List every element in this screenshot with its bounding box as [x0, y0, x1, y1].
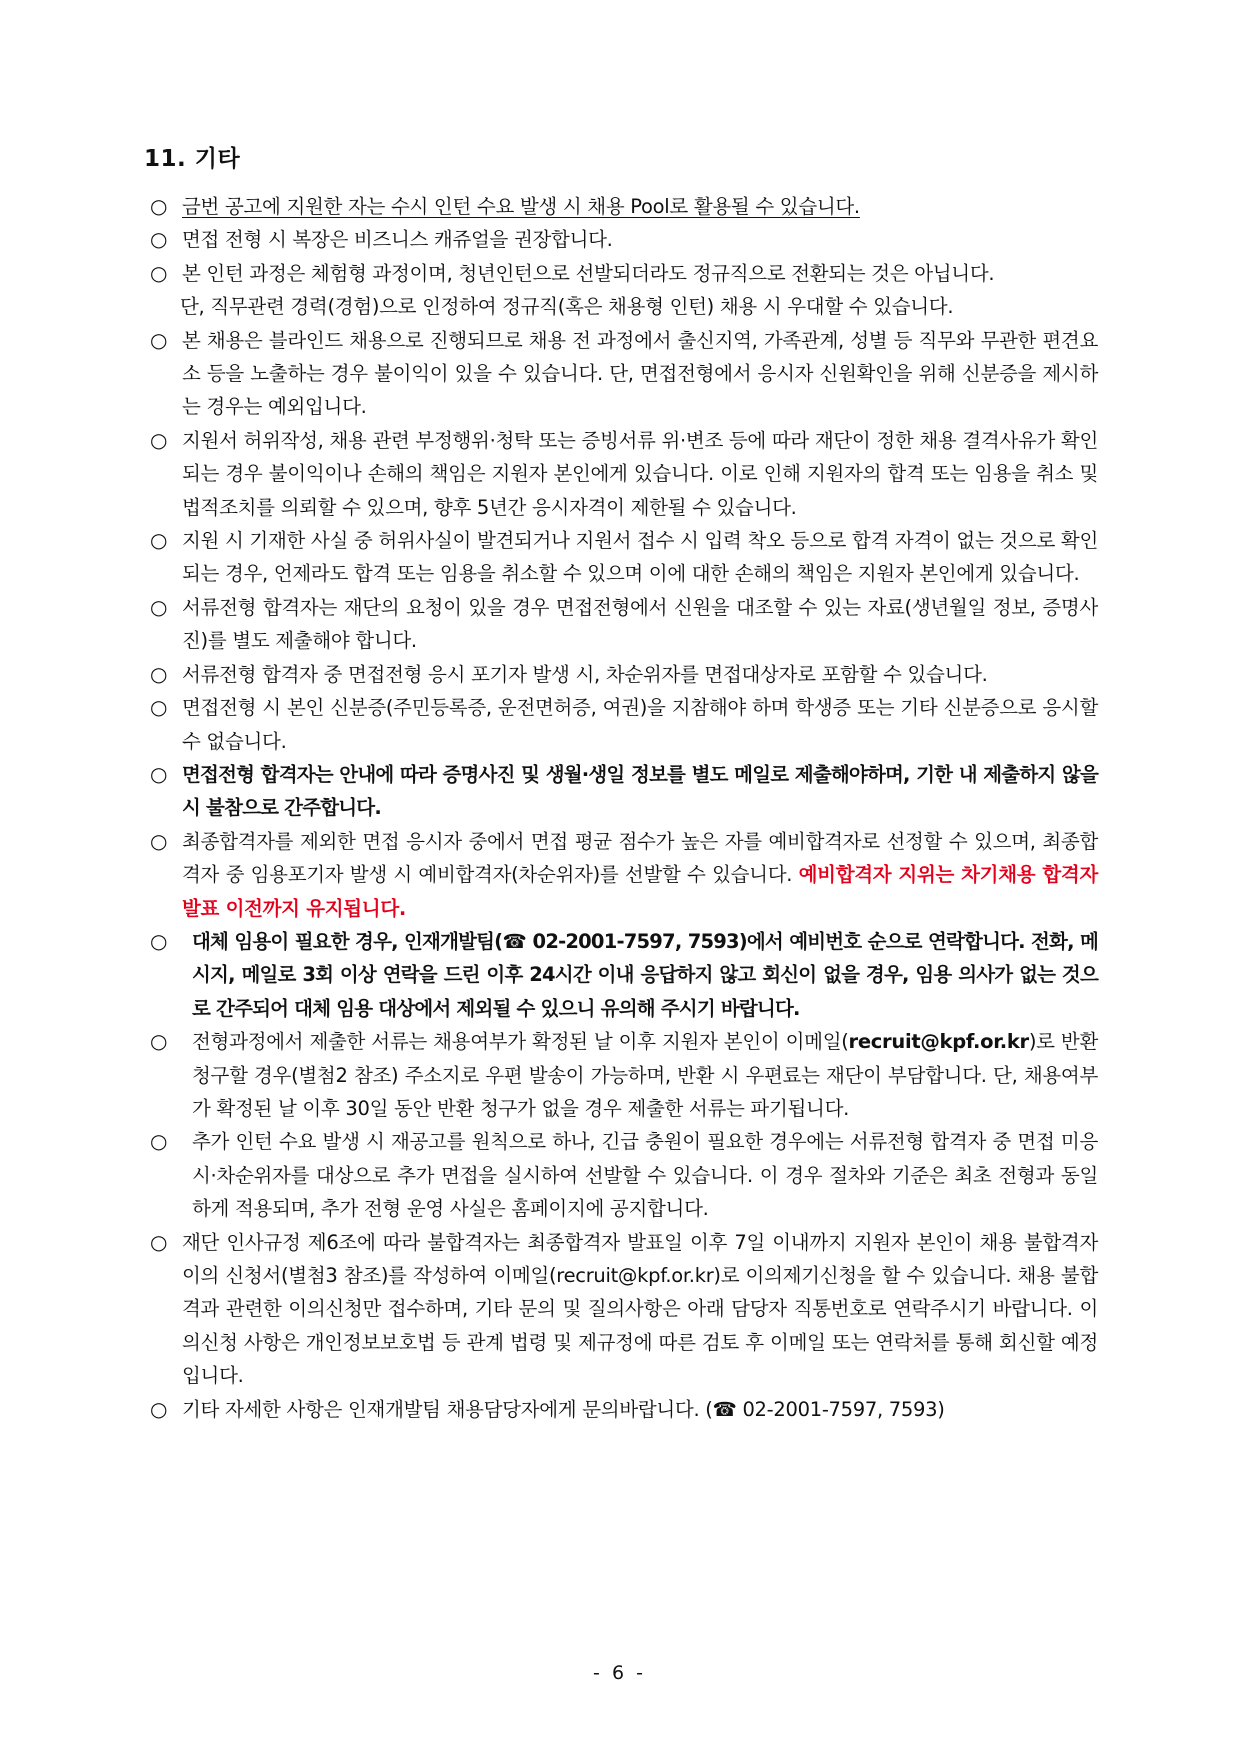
- item-text: )로 반환 청구할 경우(별첨2 참조) 주소지로 우편 발송이 가능하며, 반환 시 우편료는 재단이 부담합니다. 단, 채용여부가 확정된 날 이후 30일 동안 반환 청구가 없을 경우 제출한 서류는 파기됩니다.: [192, 1030, 1098, 1120]
- notice-list: [150, 190, 1098, 1426]
- item-text: 추가 인턴 수요 발생 시 재공고를 원칙으로 하나, 긴급 충원이 필요한 경우에는 서류전형 합격자 중 면접 미응시·차순위자를 대상으로 추가 면접을 실시하여 선발할 수 있습니다. 이 경우 절차와 기준은 최초 전형과 동일하게 적용되며, 추가 전형 운영 사실은 홈페이지에 공지합니다.: [192, 1130, 1098, 1221]
- bullet-icon: ○: [150, 194, 168, 218]
- item-text: 기타 자세한 사항은 인재개발팀 채용담당자에게 문의바랍니다. (☎ 02-2001-7597, 7593): [182, 1397, 945, 1421]
- item-text: 서류전형 합격자는 재단의 요청이 있을 경우 면접전형에서 신원을 대조할 수 있는 자료(생년월일 정보, 증명사진)를 별도 제출해야 합니다.: [182, 595, 1098, 653]
- item-text: 지원 시 기재한 사실 중 허위사실이 발견되거나 지원서 접수 시 입력 착오 등으로 합격 자격이 없는 것으로 확인되는 경우, 언제라도 합격 또는 임용을 취소할 수 있으며 이에 대한 손해의 책임은 지원자 본인에게 있습니다.: [182, 529, 1098, 586]
- item-text: 서류전형 합격자 중 면접전형 응시 포기자 발생 시, 차순위자를 면접대상자로 포함할 수 있습니다.: [182, 662, 988, 686]
- list-item: [150, 424, 1098, 524]
- item-highlight: 예비합격자 지위는 차기채용 합격자 발표 이전까지 유지됩니다.: [182, 863, 1098, 920]
- item-text: 재단 인사규정 제6조에 따라 불합격자는 최종합격자 발표일 이후 7일 이내까지 지원자 본인이 채용 불합격자 이의 신청서(별첨3 참조)를 작성하여 이메일(recruit@kpf.or.kr)로 이의제기신청을 할 수 있습니다. 채용 불합격과 관련한 이의신청만 접수하며, 기타 문의 및 질의사항은 아래 담당자 직통번호로 연락주시기 바랍니다. 이의신청 사항은 개인정보보호법 등 관계 법령 및 제규정에 따른 검토 후 이메일 또는 연락처를 통해 회신할 예정입니다.: [182, 1230, 1098, 1388]
- bullet-icon: ○: [150, 528, 168, 553]
- list-item: [150, 524, 1098, 591]
- item-text: 면접 전형 시 복장은 비즈니스 캐쥬얼을 권장합니다.: [182, 228, 613, 252]
- item-text: 금번 공고에 지원한 자는 수시 인턴 수요 발생 시 채용 Pool로 활용될 수 있습니다.: [182, 195, 860, 218]
- page-number: - 6 -: [593, 1662, 646, 1684]
- list-item: [150, 1125, 1098, 1225]
- bullet-icon: ○: [150, 427, 168, 452]
- item-text: 면접전형 시 본인 신분증(주민등록증, 운전면허증, 여권)을 지참해야 하며 학생증 또는 기타 신분증으로 응시할 수 없습니다.: [182, 696, 1098, 753]
- bullet-icon: ○: [150, 661, 168, 686]
- item-text: 면접전형 합격자는 안내에 따라 증명사진 및 생월·생일 정보를 별도 메일로 제출해야하며, 기한 내 제출하지 않을 시 불참으로 간주합니다.: [182, 762, 1098, 820]
- bullet-icon: ○: [150, 327, 168, 352]
- list-item: [150, 1025, 1098, 1125]
- item-text: 최종합격자를 제외한 면접 응시자 중에서 면접 평균 점수가 높은 자를 예비합격자로 선정할 수 있으며, 최종합격자 중 임용포기자 발생 시 예비합격자(차순위자)를 선발할 수 있습니다.: [182, 829, 1098, 887]
- item-text: 대체 임용이 필요한 경우, 인재개발팀(☎ 02-2001-7597, 7593)에서 예비번호 순으로 연락합니다. 전화, 메시지, 메일로 3회 이상 연락을 드린 이후 24시간 이내 응답하지 않고 회신이 없을 경우, 임용 의사가 없는 것으로 간주되어 대체 임용 대상에서 제외될 수 있으니 유의해 주시기 바랍니다.: [192, 929, 1098, 1020]
- list-item: [150, 658, 1098, 691]
- bullet-icon: ○: [150, 695, 168, 720]
- list-item: [150, 925, 1098, 1025]
- bullet-icon: ○: [150, 1396, 168, 1421]
- list-item: [150, 1226, 1098, 1393]
- item-text: 본 채용은 블라인드 채용으로 진행되므로 채용 전 과정에서 출신지역, 가족관계, 성별 등 직무와 무관한 편견요소 등을 노출하는 경우 불이익이 있을 수 있습니다. 단, 면접전형에서 응시자 신원확인을 위해 신분증을 제시하는 경우는 예외입니다.: [182, 328, 1098, 419]
- bullet-icon: ○: [150, 761, 167, 786]
- list-item: [150, 691, 1098, 758]
- list-item: [150, 257, 1098, 324]
- bullet-icon: ○: [150, 928, 167, 953]
- list-item: [150, 324, 1098, 424]
- email-link[interactable]: recruit@kpf.or.kr: [848, 1030, 1029, 1054]
- list-item: [150, 190, 1098, 223]
- bullet-icon: ○: [150, 1029, 168, 1054]
- list-item: [150, 223, 1098, 256]
- list-item: [150, 758, 1098, 825]
- bullet-icon: ○: [150, 260, 168, 285]
- item-text: 지원서 허위작성, 채용 관련 부정행위·청탁 또는 증빙서류 위·변조 등에 따라 재단이 정한 채용 결격사유가 확인되는 경우 불이익이나 손해의 책임은 지원자 본인에게 있습니다. 이로 인해 지원자의 합격 또는 임용을 취소 및 법적조치를 의뢰할 수 있으며, 향후 5년간 응시자격이 제한될 수 있습니다.: [182, 428, 1098, 519]
- item-text: 본 인턴 과정은 체험형 과정이며, 청년인턴으로 선발되더라도 정규직으로 전환되는 것은 아닙니다.: [182, 261, 995, 285]
- bullet-icon: ○: [150, 1229, 168, 1254]
- item-note: 단, 직무관련 경력(경험)으로 인정하여 정규직(혹은 채용형 인턴) 채용 시 우대할 수 있습니다.: [180, 295, 954, 319]
- bullet-icon: ○: [150, 1129, 168, 1154]
- item-text: 전형과정에서 제출한 서류는 채용여부가 확정된 날 이후 지원자 본인이 이메일(: [192, 1030, 849, 1054]
- bullet-icon: ○: [150, 828, 168, 853]
- list-item: [150, 825, 1098, 925]
- bullet-icon: ○: [150, 227, 168, 252]
- section-title: 11. 기타: [144, 146, 241, 172]
- bullet-icon: ○: [150, 594, 168, 619]
- list-item: [150, 591, 1098, 658]
- list-item: [150, 1393, 1098, 1426]
